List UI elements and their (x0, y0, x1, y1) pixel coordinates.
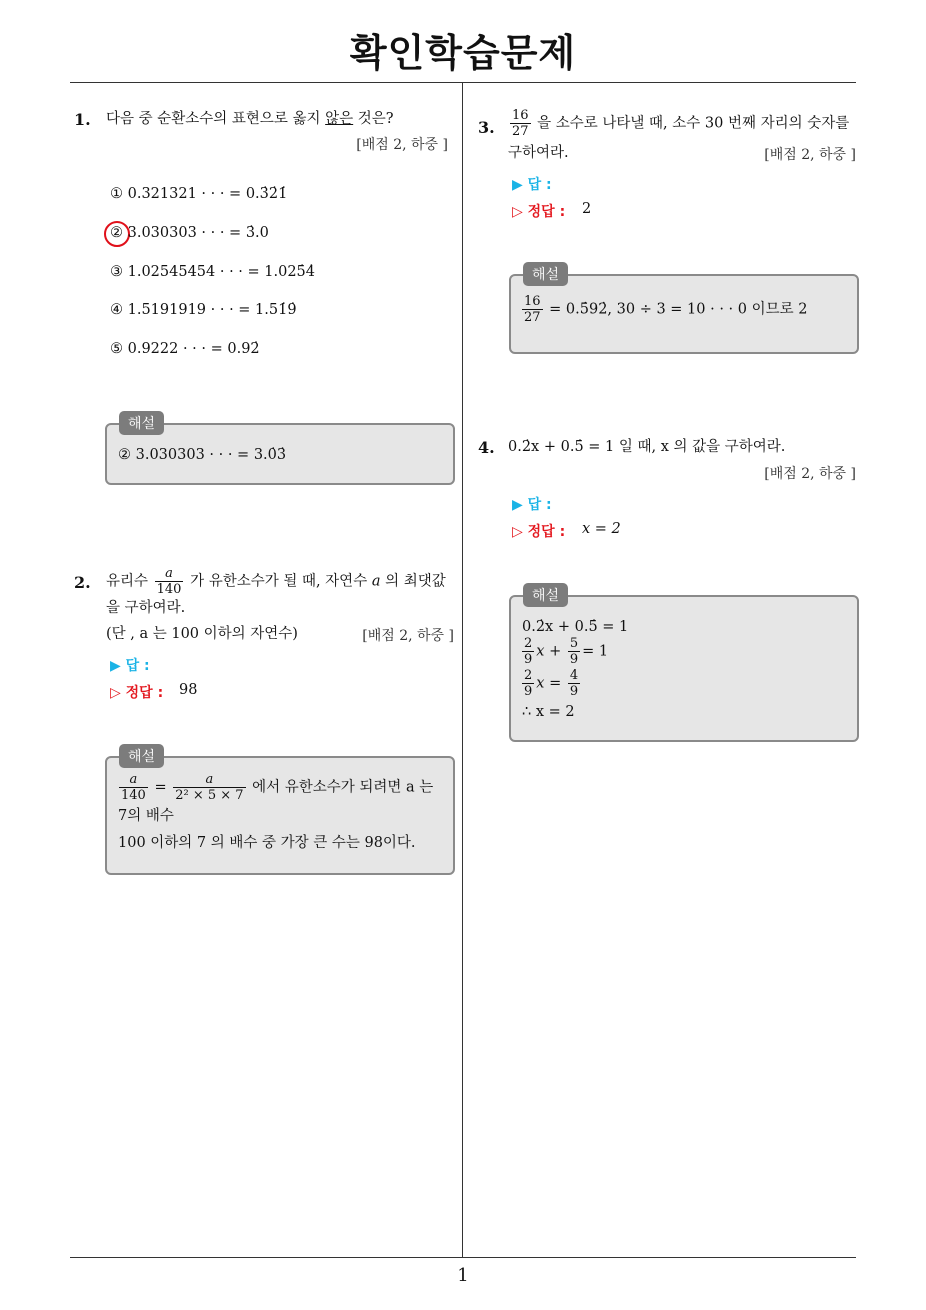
q2-explanation-line1: $\frac{a}{140}$ = $\frac{a}{\text{2² × 5 × 7}}$ 에서 유한소수가 되려면 a 는 (121, 772, 434, 803)
q2-answer-label: ▶ 답 : (110, 658, 150, 674)
q3-correct-label: ▷ 정답 : (512, 204, 566, 220)
q2-text-line2: 을 구하여라. (106, 600, 186, 616)
q1-explanation-tag: 해설 (119, 411, 164, 435)
q3-fraction: $\frac{16}{27}$ (512, 108, 529, 139)
q1-choice-5[interactable]: ⑤ 0.9222 · · · = 0.92̇ (110, 341, 260, 357)
q1-choice-4[interactable]: ④ 1.5191919 · · · = 1.51̇9̇ (110, 302, 297, 318)
q2-fraction: $\frac{a}{140}$ (156, 566, 182, 597)
q4-number: 4. (478, 438, 495, 457)
q3-text-line2: 구하여라. (508, 145, 569, 161)
q4-correct-value: x = 2 (582, 521, 621, 537)
q3-correct-value: 2 (582, 201, 592, 217)
q4-meta: [배점 2, 하중 ] (764, 466, 856, 482)
q2-correct-value: 98 (179, 682, 198, 698)
q4-correct-label: ▷ 정답 : (512, 524, 566, 540)
q4-text: 0.2̇x + 0.5̇ = 1 일 때, x 의 값을 구하여라. (508, 439, 786, 455)
q1-number: 1. (74, 110, 91, 129)
q2-correct-label: ▷ 정답 : (110, 685, 164, 701)
bottom-divider (70, 1257, 856, 1258)
q4-answer-label: ▶ 답 : (512, 497, 552, 513)
q1-explanation: ② 3.030303 · · · = 3.0̇3̇ (118, 447, 287, 463)
page-title: 확인학습문제 (349, 31, 577, 75)
q4-explanation-line2: $\frac{2}{9}$ x + $\frac{5}{9}$ = 1 (524, 636, 609, 667)
q1-meta: [배점 2, 하중 ] (356, 137, 448, 153)
q2-explanation-tag: 해설 (119, 744, 164, 768)
q3-explanation: $\frac{16}{27}$ = 0.5̇92̇, 30 ÷ 3 = 10 · · · 0 이므로 2 (524, 294, 808, 325)
q3-meta: [배점 2, 하중 ] (764, 147, 856, 163)
q3-explanation-tag: 해설 (523, 262, 568, 286)
q3-answer-label: ▶ 답 : (512, 177, 552, 193)
top-divider (70, 82, 856, 83)
q2-text: 유리수 $\frac{a}{140}$ 가 유한소수가 될 때, 자연수 a 의 최댓값 (106, 566, 446, 597)
page-number: 1 (457, 1265, 469, 1286)
q2-condition: (단 , a 는 100 이하의 자연수) (106, 626, 298, 642)
q1-text: 다음 중 순환소수의 표현으로 옳지 않은 것은? (106, 111, 394, 127)
q1-choice-2[interactable]: ② 3.030303 · · · = 3̇.0 (110, 225, 269, 241)
q1-emphasis: 않은 (325, 111, 354, 127)
q2-explanation-line2: 7의 배수 (118, 808, 174, 824)
q4-explanation-tag: 해설 (523, 583, 568, 607)
q3-number: 3. (478, 118, 495, 137)
q4-explanation-line4: ∴ x = 2 (522, 704, 575, 720)
column-divider (462, 82, 463, 1258)
q3-text: $\frac{16}{27}$ 을 소수로 나타낼 때, 소수 30 번째 자리의 숫자를 (512, 108, 850, 139)
q1-choice-1[interactable]: ① 0.321321 · · · = 0.3̇2̇1̇ (110, 186, 288, 202)
q4-explanation-line3: $\frac{2}{9}$ x = $\frac{4}{9}$ (524, 668, 579, 699)
q4-explanation-line1: 0.2̇x + 0.5̇ = 1 (522, 619, 629, 635)
q2-meta: [배점 2, 하중 ] (362, 628, 454, 644)
q2-explanation-line3: 100 이하의 7 의 배수 중 가장 큰 수는 98이다. (118, 835, 416, 851)
q2-number: 2. (74, 573, 91, 592)
q1-choice-3[interactable]: ③ 1.02545454 · · · = 1.025̇4̇ (110, 264, 316, 280)
